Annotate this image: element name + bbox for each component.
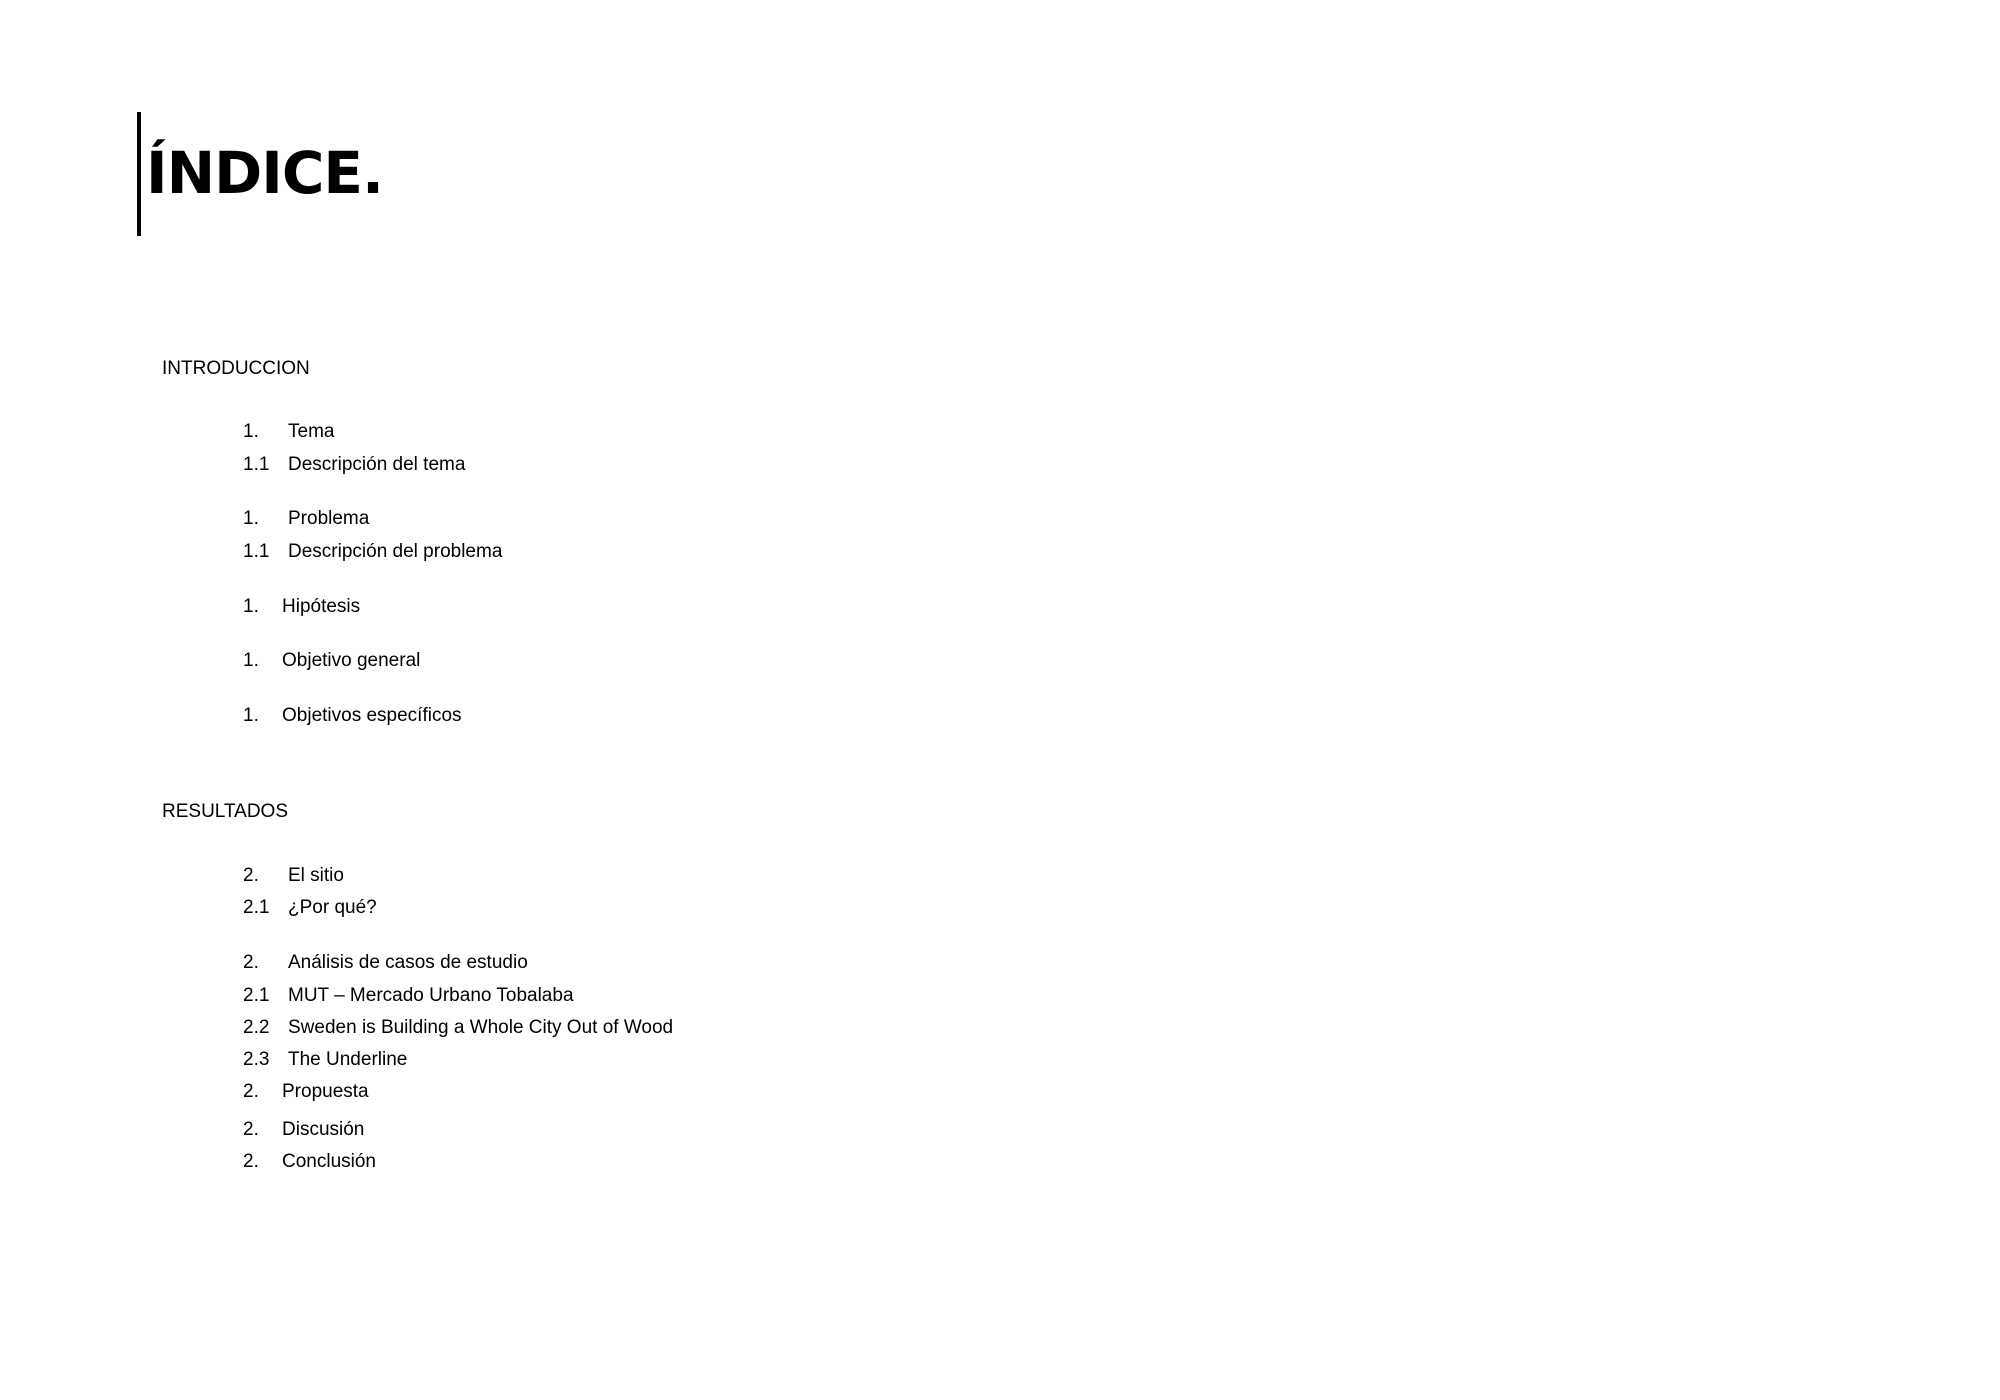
toc-entry-text: Propuesta (282, 1081, 369, 1102)
toc-entry-number: 2.2 (243, 1017, 270, 1038)
toc-entry (243, 453, 465, 477)
toc-entry-number: 2. (243, 1081, 259, 1102)
toc-entry (243, 864, 344, 888)
toc-entry (243, 951, 528, 975)
toc-entry (243, 1080, 369, 1104)
toc-entry-text: Problema (288, 508, 370, 529)
toc-entry-text: Análisis de casos de estudio (288, 952, 528, 973)
toc-entry (243, 1048, 407, 1072)
toc-entry-number: 1.1 (243, 541, 270, 562)
toc-entry (243, 1150, 376, 1174)
toc-entry-text: Hipótesis (282, 596, 361, 617)
toc-entry-text: El sitio (288, 865, 344, 886)
toc-entry-number: 1.1 (243, 454, 270, 475)
toc-entry-text: Discusión (282, 1119, 365, 1140)
toc-entry (243, 1016, 673, 1040)
toc-entry-text: Descripción del tema (288, 454, 466, 475)
toc-entry (243, 984, 574, 1008)
title-accent-bar (137, 112, 141, 236)
toc-entry-number: 2. (243, 865, 259, 886)
toc-entry-text: ¿Por qué? (288, 897, 377, 918)
toc-entry-number: 2.1 (243, 985, 270, 1006)
toc-entry-text: Descripción del problema (288, 541, 503, 562)
toc-entry-text: MUT – Mercado Urbano Tobalaba (288, 985, 574, 1006)
toc-entry (243, 649, 420, 673)
toc-entry (243, 540, 502, 564)
toc-entry-number: 2. (243, 1119, 259, 1140)
toc-entry-number: 1. (243, 596, 259, 617)
toc-entry-number: 1. (243, 421, 259, 442)
toc-entry-text: Objetivos específicos (282, 705, 462, 726)
section-heading-resultados: RESULTADOS (162, 801, 288, 822)
toc-entry-number: 2. (243, 952, 259, 973)
toc-entry (243, 507, 369, 531)
toc-entry-text: Objetivo general (282, 650, 421, 671)
page-title: ÍNDICE. (146, 139, 384, 207)
toc-entry-number: 1. (243, 705, 259, 726)
section-heading-introduccion: INTRODUCCION (162, 358, 310, 379)
toc-entry (243, 1118, 364, 1142)
toc-entry (243, 704, 462, 728)
toc-entry-number: 2.1 (243, 897, 270, 918)
toc-entry-number: 1. (243, 508, 259, 529)
toc-entry-text: The Underline (288, 1049, 408, 1070)
toc-entry-text: Conclusión (282, 1151, 376, 1172)
toc-entry-text: Sweden is Building a Whole City Out of Wood (288, 1017, 674, 1038)
toc-entry-text: Tema (288, 421, 335, 442)
toc-entry-number: 1. (243, 650, 259, 671)
toc-entry-number: 2. (243, 1151, 259, 1172)
toc-entry (243, 896, 377, 920)
toc-entry (243, 420, 334, 444)
toc-entry-number: 2.3 (243, 1049, 270, 1070)
toc-entry (243, 595, 360, 619)
